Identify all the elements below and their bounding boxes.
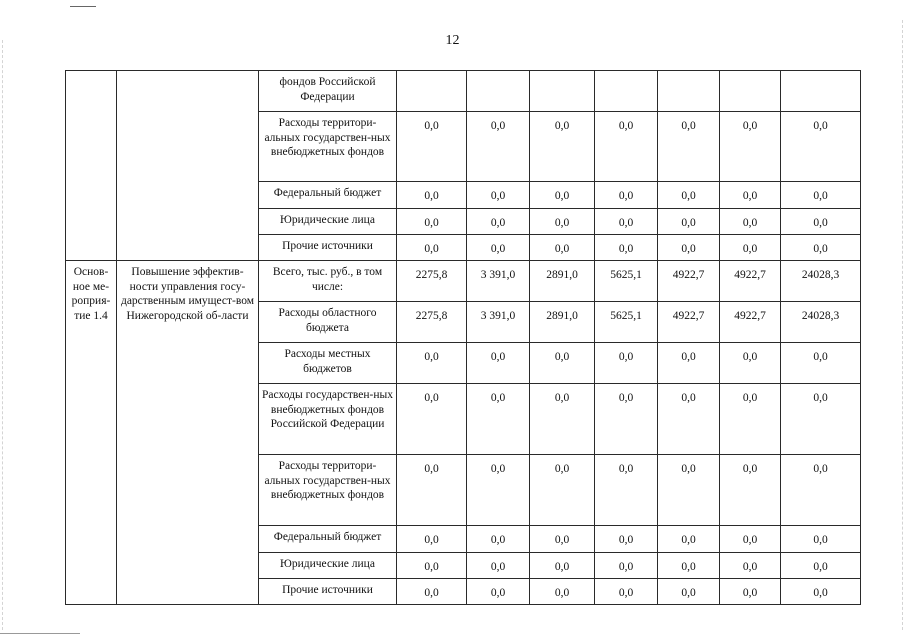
row-label: Расходы государствен-ных внебюджетных фондов Российской Федерации [259, 384, 397, 455]
value-cell: 4922,7 [720, 302, 781, 343]
value-cell: 5625,1 [595, 261, 658, 302]
value-cell: 0,0 [781, 455, 861, 526]
value-cell: 0,0 [467, 526, 530, 553]
value-cell: 0,0 [397, 112, 467, 182]
value-cell: 5625,1 [595, 302, 658, 343]
value-cell: 4922,7 [658, 302, 720, 343]
value-cell: 0,0 [658, 209, 720, 235]
value-cell [467, 71, 530, 112]
value-cell: 0,0 [595, 209, 658, 235]
value-cell: 3 391,0 [467, 302, 530, 343]
value-cell: 0,0 [781, 235, 861, 261]
value-cell: 0,0 [720, 455, 781, 526]
scan-bottom-mark [0, 633, 80, 634]
value-cell: 0,0 [781, 182, 861, 209]
value-cell: 0,0 [397, 235, 467, 261]
value-cell: 2891,0 [530, 302, 595, 343]
row-label: Федеральный бюджет [259, 526, 397, 553]
row-label: Юридические лица [259, 553, 397, 579]
value-cell: 0,0 [530, 526, 595, 553]
value-cell: 0,0 [658, 182, 720, 209]
row-label: Юридические лица [259, 209, 397, 235]
scan-left-edge [2, 40, 3, 630]
value-cell: 0,0 [658, 455, 720, 526]
value-cell: 0,0 [720, 182, 781, 209]
value-cell: 0,0 [530, 182, 595, 209]
value-cell: 2275,8 [397, 261, 467, 302]
row-label: Расходы областного бюджета [259, 302, 397, 343]
value-cell: 0,0 [397, 343, 467, 384]
value-cell: 4922,7 [720, 261, 781, 302]
value-cell: 0,0 [530, 209, 595, 235]
page-number: 12 [445, 33, 460, 48]
value-cell: 0,0 [530, 579, 595, 605]
row-label: Расходы территори-альных государствен-ных внебюджетных фондов [259, 112, 397, 182]
value-cell: 0,0 [397, 553, 467, 579]
value-cell [397, 71, 467, 112]
value-cell: 0,0 [720, 553, 781, 579]
activity-code: Основ-ное ме-роприя-тие 1.4 [66, 261, 117, 605]
table-row [66, 261, 861, 302]
value-cell: 0,0 [595, 235, 658, 261]
value-cell: 0,0 [595, 384, 658, 455]
value-cell: 0,0 [467, 455, 530, 526]
value-cell: 0,0 [595, 112, 658, 182]
value-cell [781, 71, 861, 112]
value-cell: 0,0 [658, 112, 720, 182]
row-label: Прочие источники [259, 579, 397, 605]
value-cell: 0,0 [781, 526, 861, 553]
value-cell: 3 391,0 [467, 261, 530, 302]
value-cell: 0,0 [530, 112, 595, 182]
value-cell: 0,0 [720, 526, 781, 553]
value-cell: 0,0 [467, 182, 530, 209]
value-cell: 0,0 [467, 579, 530, 605]
value-cell: 0,0 [781, 384, 861, 455]
value-cell: 0,0 [781, 209, 861, 235]
value-cell: 0,0 [595, 553, 658, 579]
row-label: Федеральный бюджет [259, 182, 397, 209]
value-cell: 0,0 [595, 579, 658, 605]
value-cell [720, 71, 781, 112]
value-cell: 0,0 [658, 526, 720, 553]
value-cell: 0,0 [397, 526, 467, 553]
value-cell: 0,0 [397, 182, 467, 209]
value-cell: 0,0 [658, 579, 720, 605]
value-cell: 0,0 [595, 343, 658, 384]
value-cell: 0,0 [530, 235, 595, 261]
value-cell: 0,0 [530, 384, 595, 455]
row-label: Расходы местных бюджетов [259, 343, 397, 384]
value-cell: 4922,7 [658, 261, 720, 302]
value-cell: 24028,3 [781, 302, 861, 343]
scan-top-mark [70, 6, 96, 7]
value-cell: 2275,8 [397, 302, 467, 343]
value-cell: 0,0 [720, 112, 781, 182]
value-cell: 0,0 [530, 343, 595, 384]
value-cell: 0,0 [467, 384, 530, 455]
value-cell: 0,0 [781, 112, 861, 182]
value-cell: 0,0 [595, 182, 658, 209]
value-cell [530, 71, 595, 112]
value-cell: 0,0 [530, 553, 595, 579]
value-cell: 0,0 [720, 209, 781, 235]
prev-activity-name-cell [117, 71, 259, 261]
value-cell: 0,0 [467, 209, 530, 235]
value-cell: 0,0 [397, 384, 467, 455]
value-cell: 0,0 [467, 553, 530, 579]
row-label: Расходы территори-альных государствен-ных внебюджетных фондов [259, 455, 397, 526]
value-cell: 0,0 [397, 455, 467, 526]
value-cell: 0,0 [595, 455, 658, 526]
value-cell: 0,0 [720, 579, 781, 605]
value-cell: 0,0 [467, 235, 530, 261]
value-cell: 0,0 [781, 553, 861, 579]
scan-right-edge [902, 20, 903, 630]
value-cell: 0,0 [595, 526, 658, 553]
value-cell: 0,0 [397, 579, 467, 605]
value-cell: 0,0 [658, 235, 720, 261]
value-cell: 0,0 [658, 384, 720, 455]
value-cell: 0,0 [530, 455, 595, 526]
value-cell: 2891,0 [530, 261, 595, 302]
activity-name: Повышение эффектив-ности управления госу-дарственным имущест-вом Нижегородской об-ласти [117, 261, 259, 605]
value-cell: 0,0 [781, 343, 861, 384]
value-cell: 0,0 [397, 209, 467, 235]
value-cell: 0,0 [720, 235, 781, 261]
row-label: Прочие источники [259, 235, 397, 261]
value-cell [658, 71, 720, 112]
value-cell: 0,0 [781, 579, 861, 605]
row-label: фондов Российской Федерации [259, 71, 397, 112]
value-cell: 0,0 [720, 343, 781, 384]
prev-activity-code-cell [66, 71, 117, 261]
budget-table [65, 70, 861, 605]
row-label: Всего, тыс. руб., в том числе: [259, 261, 397, 302]
budget-table-body [66, 71, 861, 605]
value-cell: 0,0 [467, 343, 530, 384]
value-cell: 0,0 [658, 553, 720, 579]
value-cell: 0,0 [658, 343, 720, 384]
value-cell: 0,0 [467, 112, 530, 182]
value-cell [595, 71, 658, 112]
table-row [66, 71, 861, 112]
value-cell: 24028,3 [781, 261, 861, 302]
value-cell: 0,0 [720, 384, 781, 455]
